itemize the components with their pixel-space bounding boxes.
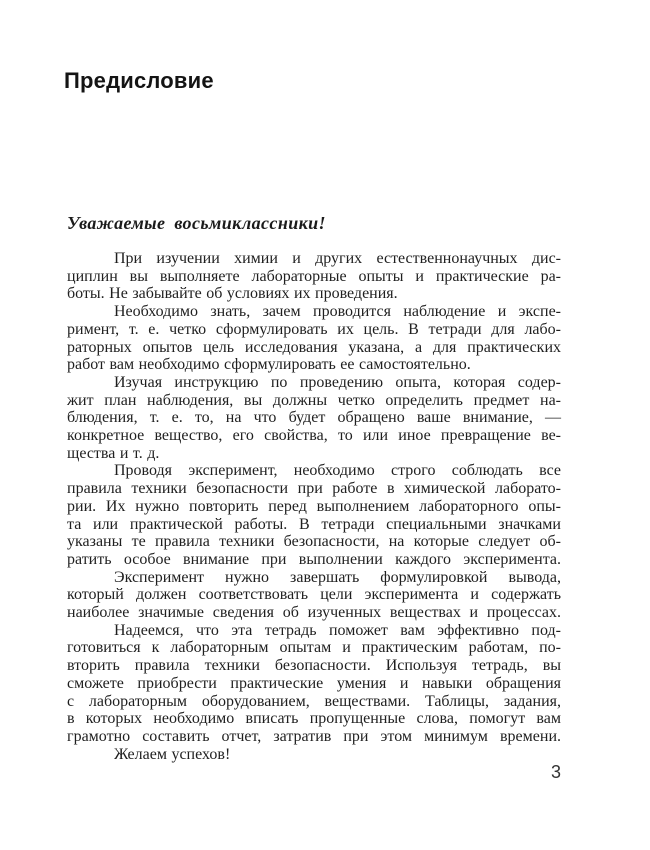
text-line: конкретное вещество, его свойства, то или иное превращение ве- [67, 427, 561, 445]
text-line: римент, т. е. четко сформулировать их цель. В тетради для лабо- [67, 320, 561, 338]
text-line: сможете приобрести практические умения и навыки обращения [67, 674, 561, 692]
text-line: указаны те правила техники безопасности, на которые следует об- [67, 533, 561, 551]
page-title: Предисловие [64, 68, 214, 93]
salutation-heading: Уважаемые восьмиклассники! [67, 213, 326, 233]
text-line: в которых необходимо вписать пропущенные слова, помогут вам [67, 710, 561, 728]
text-line: Изучая инструкцию по проведению опыта, которая содер- [114, 373, 561, 391]
text-line: Эксперимент нужно завершать формулировкой вывода, [114, 568, 561, 586]
text-line: правила техники безопасности при работе в химической лаборато- [67, 480, 561, 498]
text-line: Проводя эксперимент, необходимо строго соблюдать все [114, 462, 561, 480]
text-line: работ вам необходимо сформулировать ее самостоятельно. [67, 356, 471, 374]
text-line: Необходимо знать, зачем проводится наблюдение и экспе- [114, 303, 561, 321]
text-line: жит план наблюдения, вы должны четко определить предмет на- [67, 391, 561, 409]
body-text [67, 250, 561, 763]
text-line: циплин вы выполняете лабораторные опыты и практические ра- [67, 267, 561, 285]
page-number: 3 [550, 762, 561, 782]
text-line: ратить особое внимание при выполнении каждого эксперимента. [67, 550, 561, 568]
text-line: который должен соответствовать цели эксперимента и содержать [67, 586, 561, 604]
text-line: вторить правила техники безопасности. Используя тетрадь, вы [67, 657, 561, 675]
text-line: рии. Их нужно повторить перед выполнением лабораторного опы- [67, 497, 561, 515]
text-line: готовиться к лабораторным опытам и практическим работам, по- [67, 639, 561, 657]
text-line: блюдения, т. е. то, на что будет обращено ваше внимание, — [67, 409, 561, 427]
text-line: Желаем успехов! [114, 745, 231, 763]
text-line: наиболее значимые сведения об изученных веществах и процессах. [67, 604, 561, 622]
text-line: щества и т. д. [67, 444, 160, 462]
text-line: та или практической работы. В тетради специальными значками [67, 515, 561, 533]
text-line: раторных опытов цель исследования указана, а для практических [67, 338, 561, 356]
text-line: грамотно составить отчет, затратив при этом минимум времени. [67, 727, 561, 745]
text-line: боты. Не забывайте об условиях их проведения. [67, 285, 398, 303]
text-line: Надеемся, что эта тетрадь поможет вам эффективно под- [114, 621, 561, 639]
text-line: с лабораторным оборудованием, веществами. Таблицы, задания, [67, 692, 561, 710]
text-line: При изучении химии и других естественнонаучных дис- [114, 250, 561, 267]
